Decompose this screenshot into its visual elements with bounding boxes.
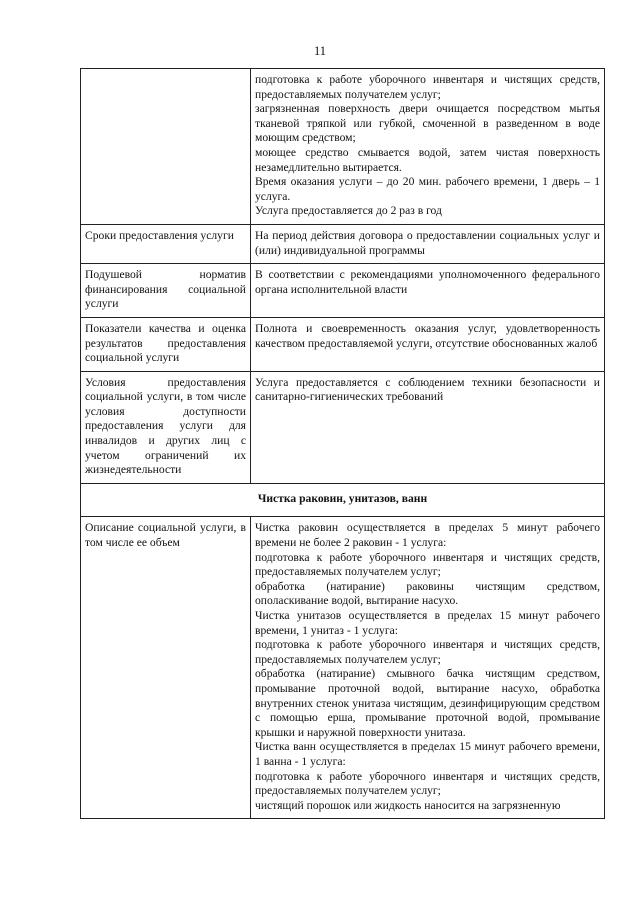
value-line: подготовка к работе уборочного инвентаря и чистящих средств, предоставляемых получателем услуг; <box>255 769 600 798</box>
value-line: загрязненная поверхность двери очищается посредством мытья тканевой тряпкой или губкой, смоченной в разведенном в воде моющим средством; <box>255 102 600 145</box>
row-value <box>251 69 605 225</box>
row-label: Подушевой норматив финансирования социальной услуги <box>81 264 251 318</box>
table-row <box>81 69 605 225</box>
value-line: обработка (натирание) смывного бачка чистящим средством, промывание проточной водой, вытирание насухо, обработка внутренних стенок унитаза чистящим, дезинфицирующим средством с помощью ерша, промывание проточной водой, промывание крышки и наружной поверхности унитаза. <box>255 667 600 739</box>
row-label <box>81 69 251 225</box>
table-row <box>81 224 605 263</box>
value-line: подготовка к работе уборочного инвентаря и чистящих средств, предоставляемых получателем услуг; <box>255 73 600 101</box>
row-value <box>251 264 605 318</box>
table-row <box>81 317 605 371</box>
services-table <box>80 68 605 819</box>
value-line: На период действия договора о предоставлении социальных услуг и (или) индивидуальной программы <box>255 228 600 257</box>
value-line: Время оказания услуги – до 20 мин. рабочего времени, 1 дверь – 1 услуга. <box>255 175 600 203</box>
value-line: Полнота и своевременность оказания услуг, удовлетворенность качеством предоставляемой услуги, отсутствие обоснованных жалоб <box>255 321 600 350</box>
value-line: подготовка к работе уборочного инвентаря и чистящих средств, предоставляемых получателем услуг; <box>255 638 600 666</box>
table-body <box>81 69 605 819</box>
row-value <box>251 224 605 263</box>
value-line: подготовка к работе уборочного инвентаря и чистящих средств, предоставляемых получателем услуг; <box>255 550 600 579</box>
row-label: Описание социальной услуги, в том числе ее объем <box>81 517 251 819</box>
row-value <box>251 317 605 371</box>
value-line: обработка (натирание) раковины чистящим средством, ополаскивание водой, вытирание насухо. <box>255 579 600 608</box>
row-label: Показатели качества и оценка результатов предоставления социальной услуги <box>81 317 251 371</box>
value-line: В соответствии с рекомендациями уполномоченного федерального органа исполнительной власти <box>255 268 600 296</box>
section-title: Чистка раковин, унитазов, ванн <box>81 483 605 517</box>
value-line: Чистка унитазов осуществляется в пределах 15 минут рабочего времени, 1 унитаз - 1 услуга: <box>255 609 600 637</box>
value-line: Услуга предоставляется до 2 раз в год <box>255 204 442 218</box>
value-line: Чистка ванн осуществляется в пределах 15 минут рабочего времени, 1 ванна - 1 услуга: <box>255 740 600 768</box>
row-value <box>251 371 605 483</box>
row-label: Условия предоставления социальной услуги, в том числе условия доступности предоставления услуги для инвалидов и других лиц с учетом ограничений их жизнедеятельности <box>81 371 251 483</box>
value-line: чистящий порошок или жидкость наносится на загрязненную <box>255 798 561 812</box>
section-row <box>81 483 605 517</box>
row-value <box>251 517 605 819</box>
value-line: Чистка раковин осуществляется в пределах 5 минут рабочего времени не более 2 раковин - 1 услуга: <box>255 521 600 550</box>
table-row <box>81 264 605 318</box>
table-row <box>81 371 605 483</box>
description-row <box>81 517 605 819</box>
value-line: моющее средство смывается водой, затем чистая поверхность незамедлительно вытирается. <box>255 145 600 174</box>
value-line: Услуга предоставляется с соблюдением техники безопасности и санитарно-гигиенических требований <box>255 375 600 404</box>
page-number: 11 <box>313 44 327 58</box>
row-label: Сроки предоставления услуги <box>81 224 251 263</box>
